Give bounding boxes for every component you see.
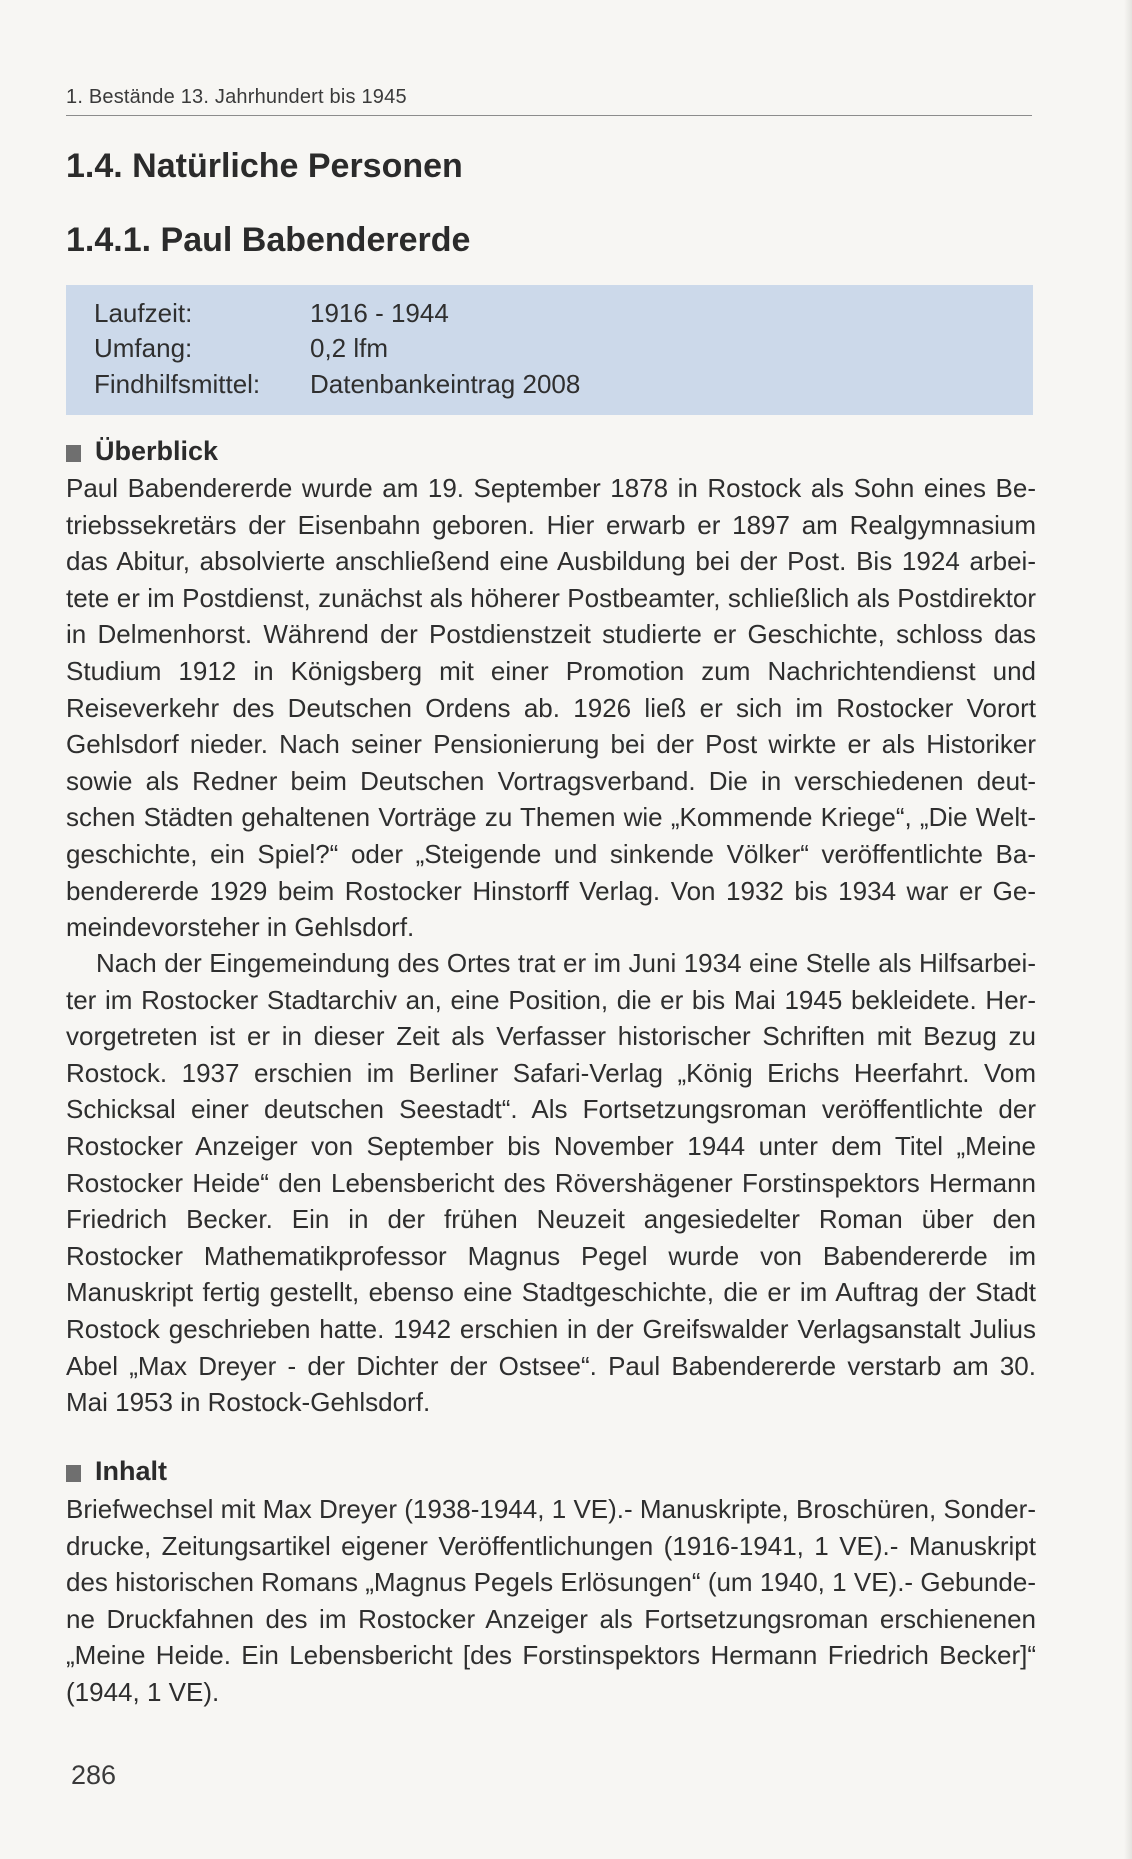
section-title: 1.4. Natürliche Personen <box>66 147 463 185</box>
overview-paragraph-2: Nach der Eingemeindung des Ortes trat er im Juni 1934 eine Stelle als Hilfsarbeiter im Rostocker Stadtarchiv an, eine Position, die er bis Mai 1945 bekleidete. Hervorgetreten ist er in dieser Zeit als Verfasser historischer Schriften mit Bezug zu Rostock. 1937 erschien im Berliner Safari-Verlag „König Erichs Heerfahrt. Vom Schicksal einer deutschen Seestadt“. Als Fortsetzungsroman veröffentlichte der Rostocker Anzeiger von September bis November 1944 unter dem Titel „Meine Rostocker Heide“ den Lebensbericht des Rövershägener Forstinspektors Hermann Friedrich Becker. Ein in der frühen Neuzeit angesiedelter Roman über den Rostocker Mathematikprofessor Magnus Pegel wurde von Babendererde im Manuskript fertig gestellt, ebenso eine Stadtgeschichte, die er im Auftrag der Stadt Rostock geschrieben hatte. 1942 erschien in der Greifswalder Verlagsanstalt Julius Abel „Max Dreyer - der Dichter der Ostsee“. Paul Babendererde verstarb am 30. Mai 1953 in Rostock-Gehlsdorf. <box>66 948 1036 1418</box>
contents-heading <box>66 1456 167 1487</box>
subsection-title: 1.4.1. Paul Babendererde <box>66 221 471 259</box>
overview-heading-label: Überblick <box>95 436 219 466</box>
header-rule <box>66 115 1032 116</box>
page-edge-shadow <box>1124 0 1132 1859</box>
contents-paragraph: Briefwechsel mit Max Dreyer (1938-1944, 1 VE).- Manuskripte, Broschüren, Sonderdrucke, Zeitungsartikel eigener Veröffentlichungen (1916-1941, 1 VE).- Manuskript des historischen Romans „Magnus Pegels Erlösungen“ (um 1940, 1 VE).- Gebundene Druckfahnen des im Rostocker Anzeiger als Fortsetzungsroman erschienenen „Meine Heide. Ein Lebensbericht [des Forstinspektors Hermann Friedrich Becker]“ (1944, 1 VE). <box>66 1494 1036 1707</box>
page-number: 286 <box>71 1760 117 1790</box>
contents-heading-label: Inhalt <box>95 1456 167 1486</box>
meta-row-umfang <box>94 333 388 364</box>
meta-value-findhilfsmittel: Datenbankeintrag 2008 <box>310 369 581 399</box>
square-bullet-icon <box>66 445 81 462</box>
meta-value-laufzeit: 1916 - 1944 <box>310 298 449 328</box>
meta-label-laufzeit: Laufzeit: <box>94 298 193 328</box>
overview-text <box>66 470 1036 946</box>
metadata-box <box>66 285 1033 415</box>
meta-label-findhilfsmittel: Findhilfsmittel: <box>94 369 261 399</box>
running-head: 1. Bestände 13. Jahrhundert bis 1945 <box>66 86 407 108</box>
meta-row-laufzeit <box>94 298 449 329</box>
meta-row-findhilfsmittel <box>94 369 580 400</box>
overview-heading <box>66 436 218 467</box>
overview-text-continued <box>66 945 1036 1421</box>
square-bullet-icon <box>66 1465 81 1482</box>
meta-label-umfang: Umfang: <box>94 333 193 363</box>
contents-text <box>66 1491 1036 1711</box>
meta-value-umfang: 0,2 lfm <box>310 333 389 363</box>
overview-paragraph-1: Paul Babendererde wurde am 19. September 1878 in Rostock als Sohn eines Betriebssekretärs der Eisenbahn geboren. Hier erwarb er 1897 am Realgymnasium das Abitur, absolvierte anschließend eine Ausbildung bei der Post. Bis 1924 arbeitete er im Postdienst, zunächst als höherer Postbeamter, schließlich als Postdirektor in Delmenhorst. Während der Postdienstzeit studierte er Geschichte, schloss das Studium 1912 in Königsberg mit einer Promotion zum Nachrichtendienst und Reiseverkehr des Deutschen Ordens ab. 1926 ließ er sich im Rostocker Vorort Gehlsdorf nieder. Nach seiner Pensionierung bei der Post wirkte er als Historiker sowie als Redner beim Deutschen Vortragsverband. Die in verschiedenen deutschen Städten gehaltenen Vorträge zu Themen wie „Kommende Kriege“, „Die Weltgeschichte, ein Spiel?“ oder „Steigende und sinkende Völker“ veröffentlichte Babendererde 1929 beim Rostocker Hinstorff Verlag. Von 1932 bis 1934 war er Gemeindevorsteher in Gehlsdorf. <box>66 473 1036 943</box>
